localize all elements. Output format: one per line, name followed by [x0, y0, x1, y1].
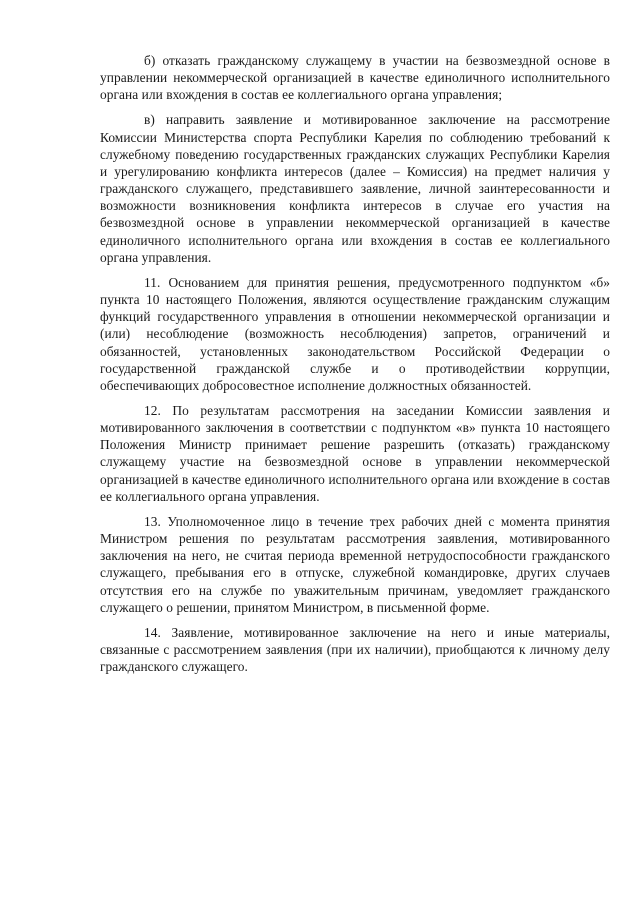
paragraph-13: 13. Уполномоченное лицо в течение трех рабочих дней с момента принятия Министром решения по результатам рассмотрения заявления, мотивированного заключения на него, не считая периода временной нетрудоспособности гражданского служащего, пребывания его в отпуске, служебной командировке, других случаев отсутствия его на службе по уважительным причинам, уведомляет гражданского служащего о решении, принятом Министром, в письменной форме.	[100, 513, 610, 615]
paragraph-11: 11. Основанием для принятия решения, предусмотренного подпунктом «б» пункта 10 настоящего Положения, являются осуществление гражданским служащим функций государственного управления в отношении некоммерческой организации и (или) несоблюдение (возможность несоблюдения) запретов, ограничений и обязанностей, установленных законодательством Российской Федерации о государственной гражданской службе и о противодействии коррупции, обеспечивающих добросовестное исполнение должностных обязанностей.	[100, 274, 610, 393]
paragraph-v-send-to-commission: в) направить заявление и мотивированное заключение на рассмотрение Комиссии Министерства спорта Республики Карелия по соблюдению требований к служебному поведению государственных гражданских служащих Республики Карелия и урегулированию конфликта интересов (далее – Комиссия) на предмет наличия у гражданского служащего, представившего заявление, личной заинтересованности и возможности возникновения конфликта интересов в случае его участия на безвозмездной основе в управлении некоммерческой организацией в качестве единоличного исполнительного органа или вхождения в состав ее коллегиального органа управления.	[100, 112, 610, 265]
paragraph-14: 14. Заявление, мотивированное заключение на него и иные материалы, связанные с рассмотрением заявления (при их наличии), приобщаются к личному делу гражданского служащего.	[100, 624, 610, 675]
document-page	[100, 52, 610, 675]
paragraph-12: 12. По результатам рассмотрения на заседании Комиссии заявления и мотивированного заключения в соответствии с подпунктом «в» пункта 10 настоящего Положения Министр принимает решение разрешить (отказать) гражданскому служащему участие на безвозмездной основе в управлении некоммерческой организацией в качестве единоличного исполнительного органа или вхождение в состав ее коллегиального органа управления.	[100, 402, 610, 504]
paragraph-b-refuse: б) отказать гражданскому служащему в участии на безвозмездной основе в управлении некоммерческой организацией в качестве единоличного исполнительного органа или вхождения в состав ее коллегиального органа управления;	[100, 53, 610, 103]
